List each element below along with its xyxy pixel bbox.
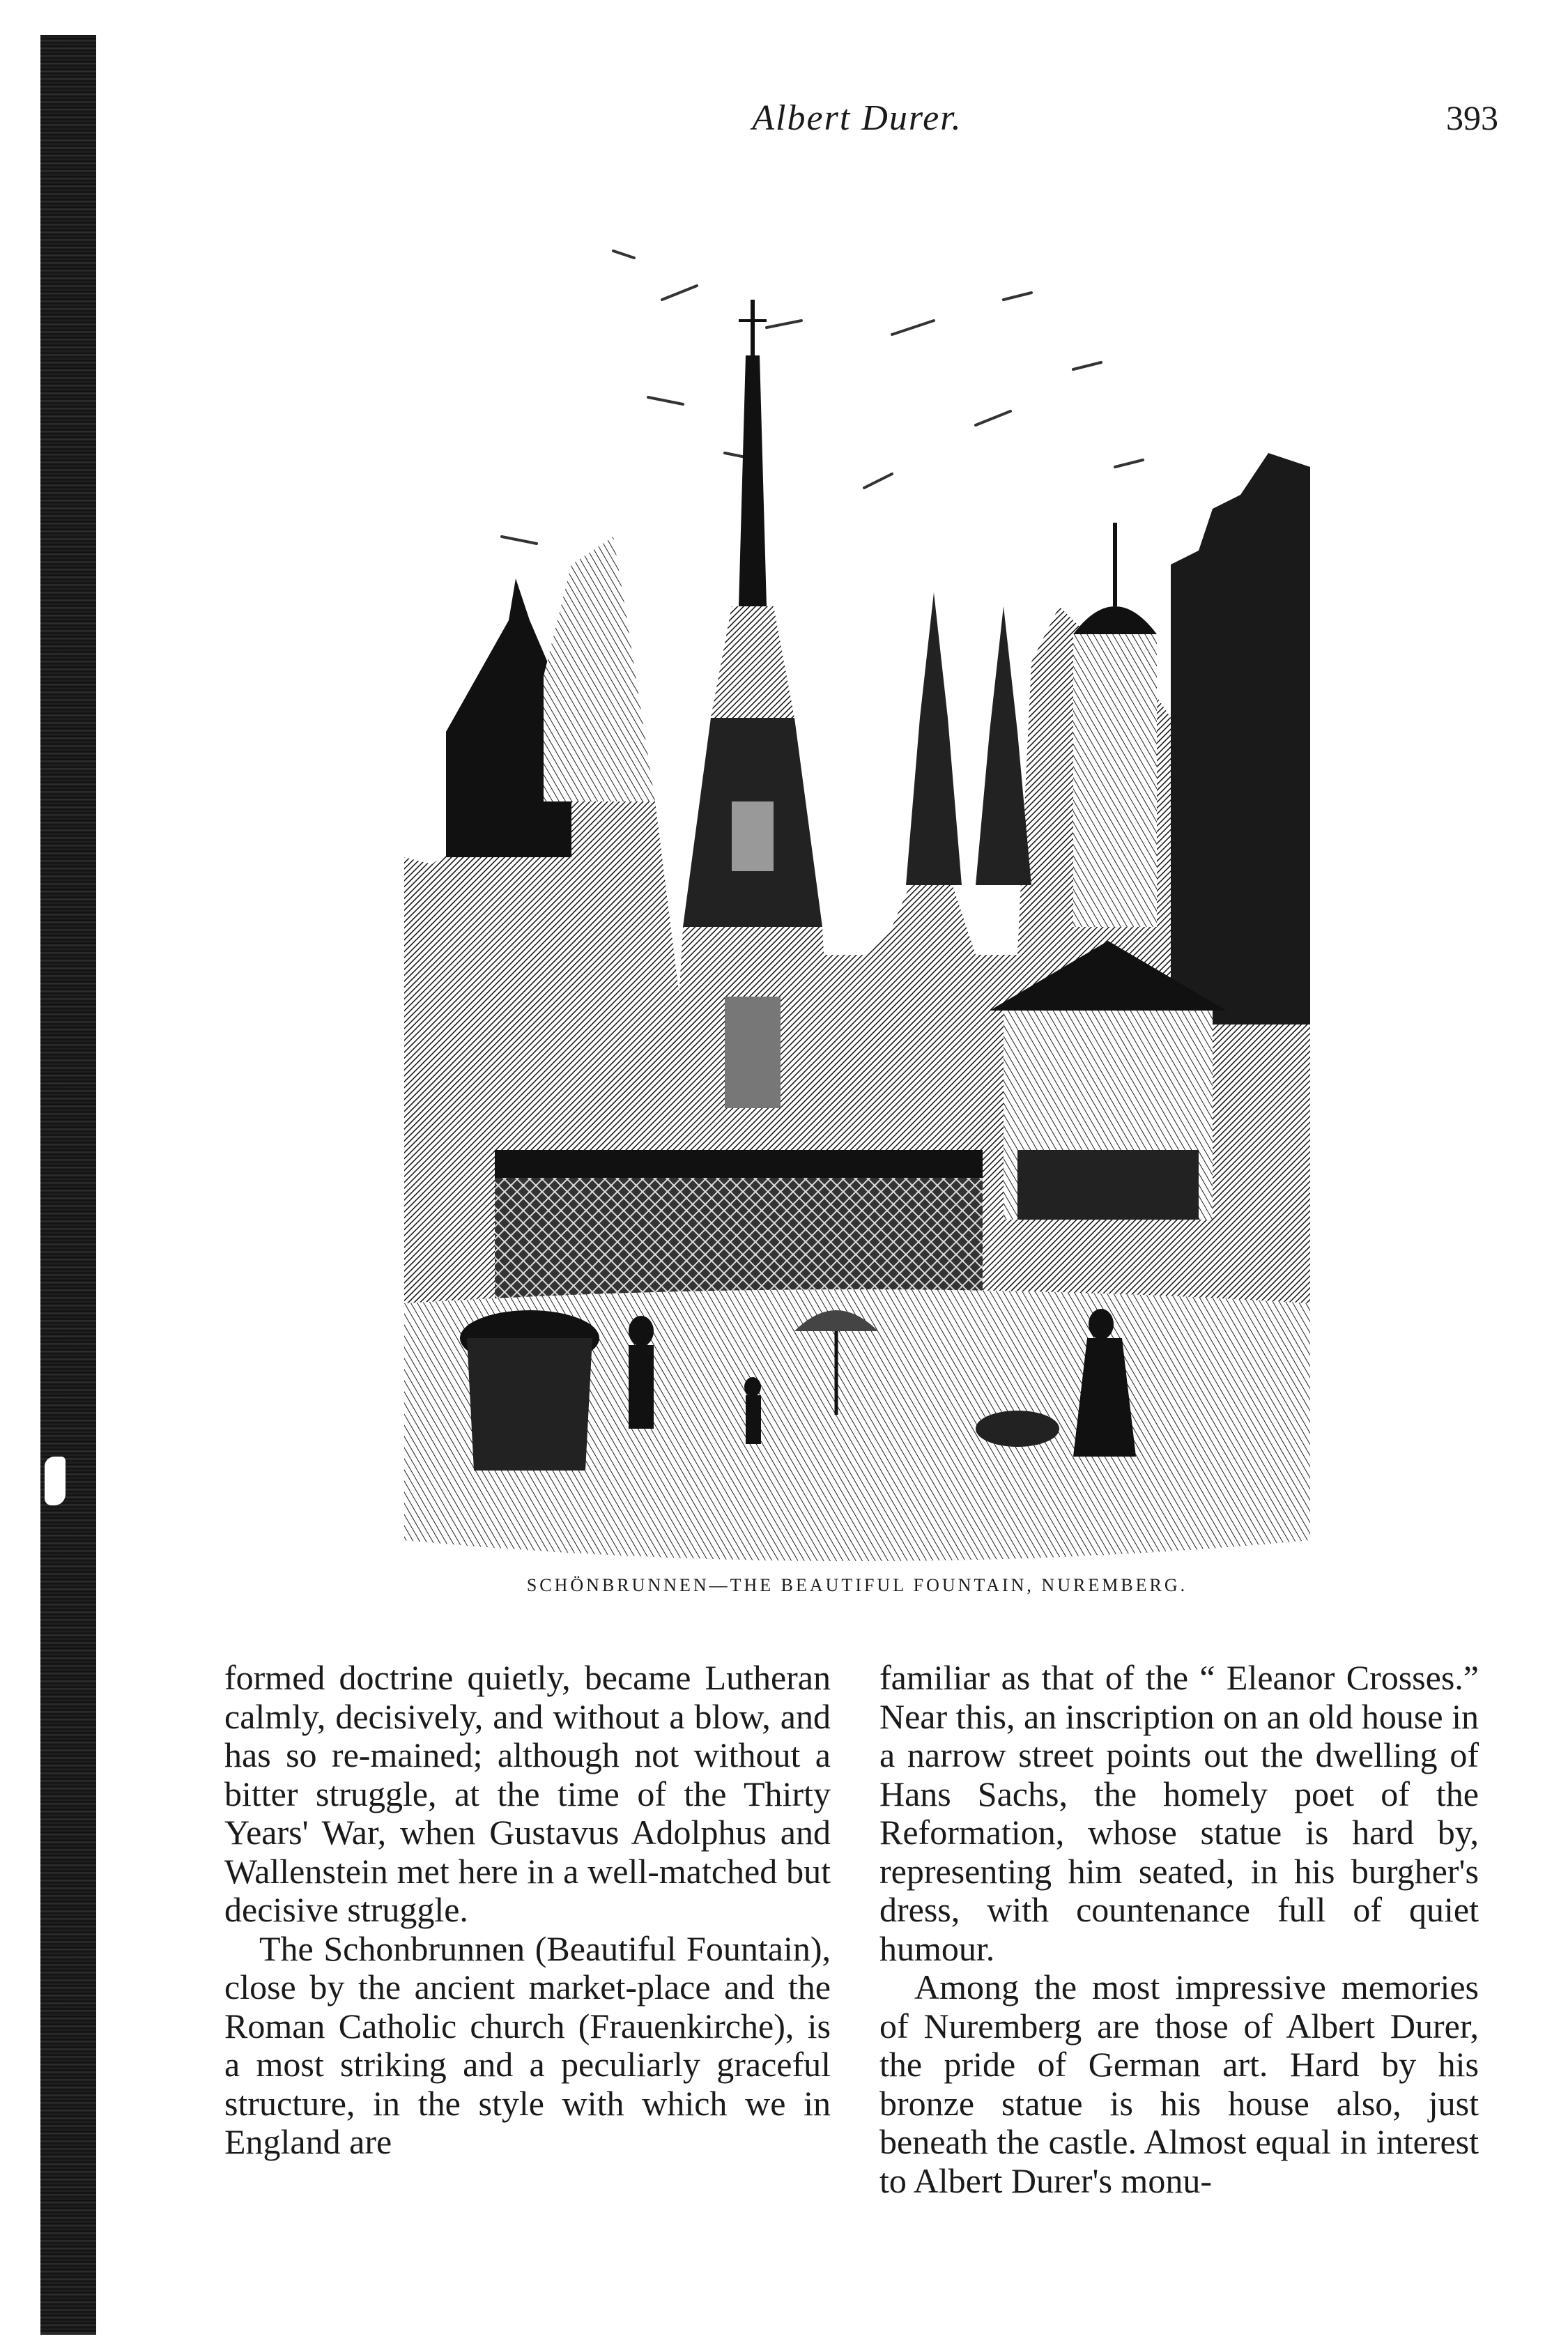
fountain-spire bbox=[669, 300, 836, 1178]
left-paragraph-2: The Schonbrunnen (Beautiful Fountain), close by the ancient market-place and the Roman Catholic church (Frauenkirche), is a most striking and a peculiarly graceful structure, in the style with which we in England are bbox=[224, 1928, 831, 2161]
running-head: Albert Durer. bbox=[752, 98, 962, 138]
figure-caption: SCHÖNBRUNNEN—THE BEAUTIFUL FOUNTAIN, NUREMBERG. bbox=[526, 1575, 1188, 1595]
left-text-column bbox=[224, 1659, 831, 2162]
page-binding-edge bbox=[40, 35, 96, 2335]
binding-notch bbox=[45, 1457, 66, 1505]
fountain-engraving bbox=[404, 188, 1310, 1575]
market-square bbox=[404, 1289, 1310, 1561]
fountain-railing bbox=[495, 1150, 983, 1303]
left-paragraph-1: formed doctrine quietly, became Lutheran calmly, decisively, and without a blow, and has so re-mained; although not without a bitter struggle, at the time of the Thirty Years' War, when Gustavus Adolphus and Wallenstein met here in a well-matched but decisive struggle. bbox=[224, 1658, 831, 1929]
sky-marks bbox=[502, 251, 1143, 544]
right-paragraph-1: familiar as that of the “ Eleanor Crosses.” Near this, an inscription on an old house in a narrow street points out the dwelling of Hans Sachs, the homely poet of the Reformation, whose statue is hard by, representing him seated, in his burgher's dress, with countenance full of quiet humour. bbox=[879, 1658, 1479, 1968]
right-paragraph-2: Among the most impressive memories of Nuremberg are those of Albert Durer, the pride of German art. Hard by his bronze statue is his house also, just beneath the castle. Almost equal in interest to Albert Durer's monu- bbox=[879, 1967, 1479, 2200]
right-text-column bbox=[879, 1659, 1479, 2200]
page-number: 393 bbox=[1446, 98, 1498, 137]
